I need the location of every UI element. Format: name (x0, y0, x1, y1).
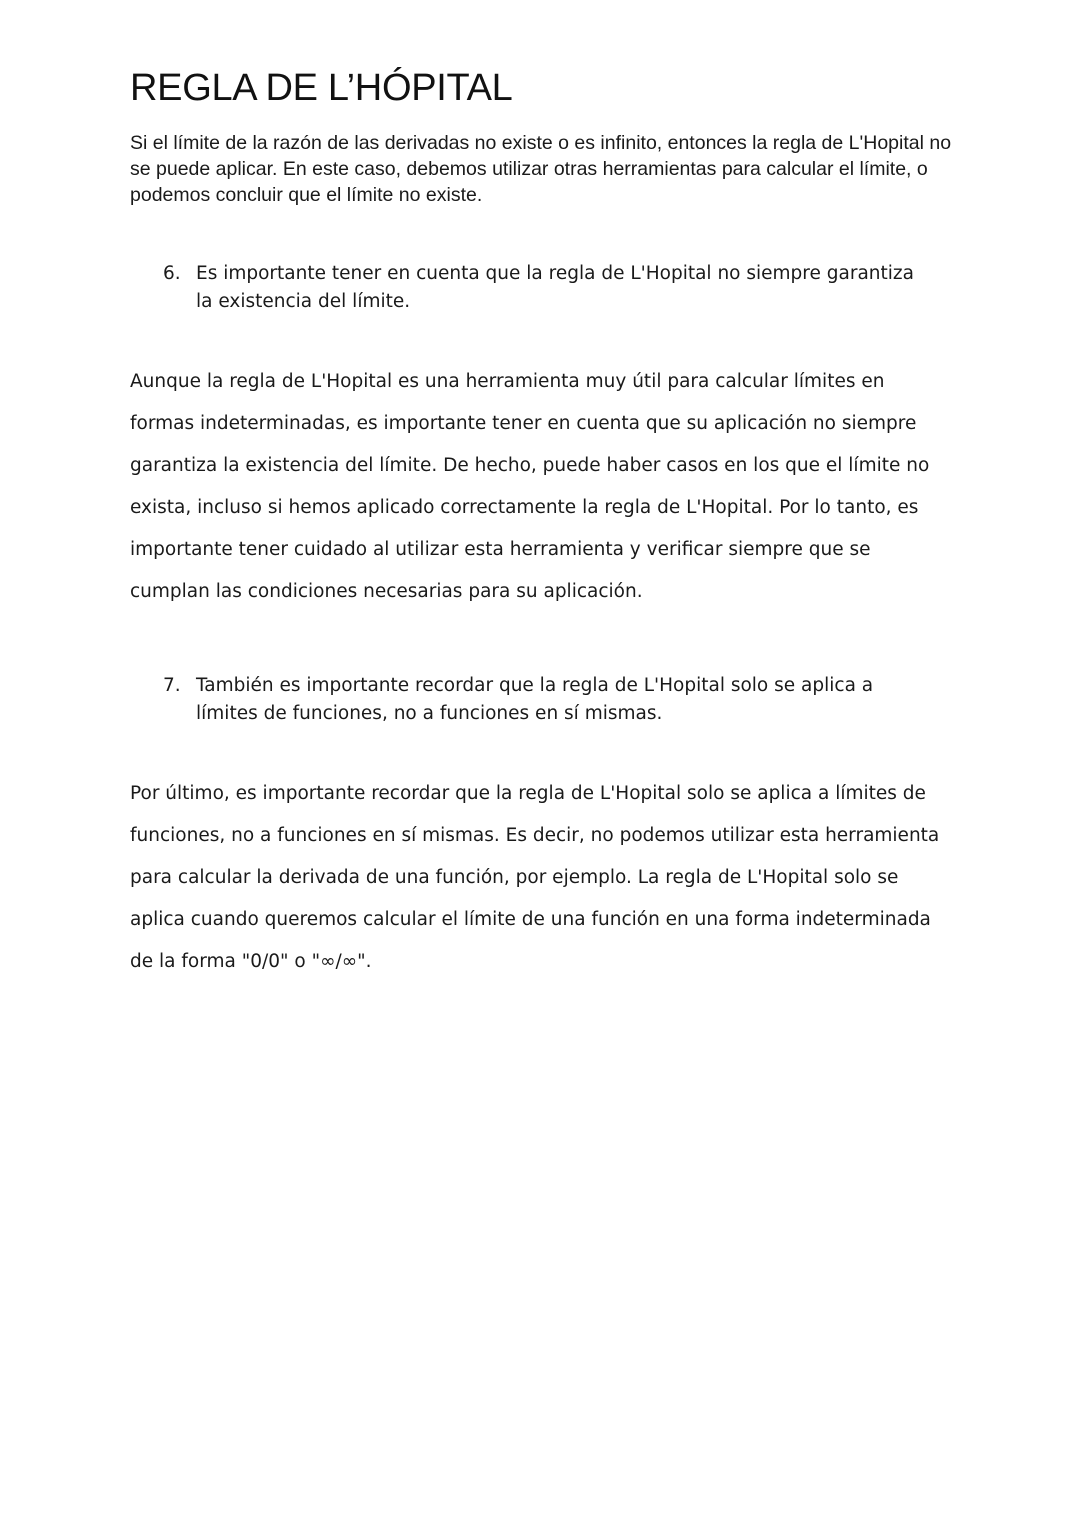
intro-paragraph: Si el límite de la razón de las derivadas no existe o es infinito, entonces la regla de L'Hopital no se puede aplicar. En este caso, debemos utilizar otras herramientas para calcular el límite, o podemos concluir que el límite no existe. (130, 132, 952, 206)
body-paragraph-2: Por último, es importante recordar que la regla de L'Hopital solo se aplica a límites de funciones, no a funciones en sí mismas. Es decir, no podemos utilizar esta herramienta para calcular la derivada de una función, por ejemplo. La regla de L'Hopital solo se aplica cuando queremos calcular el límite de una función en una forma indeterminada de la forma "0/0" o "∞/∞". (130, 783, 940, 972)
body-paragraph-1: Aunque la regla de L'Hopital es una herramienta muy útil para calcular límites en formas indeterminadas, es importante tener en cuenta que su aplicación no siempre garantiza la existencia del límite. De hecho, puede haber casos en los que el límite no exista, incluso si hemos aplicado correctamente la regla de L'Hopital. Por lo tanto, es importante tener cuidado al utilizar esta herramienta y verificar siempre que se cumplan las condiciones necesarias para su aplicación. (130, 371, 930, 602)
list-item-7 (130, 672, 930, 728)
list-item-text: También es importante recordar que la regla de L'Hopital solo se aplica a límites de funciones, no a funciones en sí mismas. (196, 675, 874, 724)
list-item-text: Es importante tener en cuenta que la regla de L'Hopital no siempre garantiza la existencia del límite. (196, 263, 914, 312)
list-number: 7. (163, 675, 181, 696)
page-title: REGLA DE L’HÓPITAL (130, 67, 513, 109)
list-item-6 (130, 260, 930, 316)
list-number: 6. (163, 263, 181, 284)
